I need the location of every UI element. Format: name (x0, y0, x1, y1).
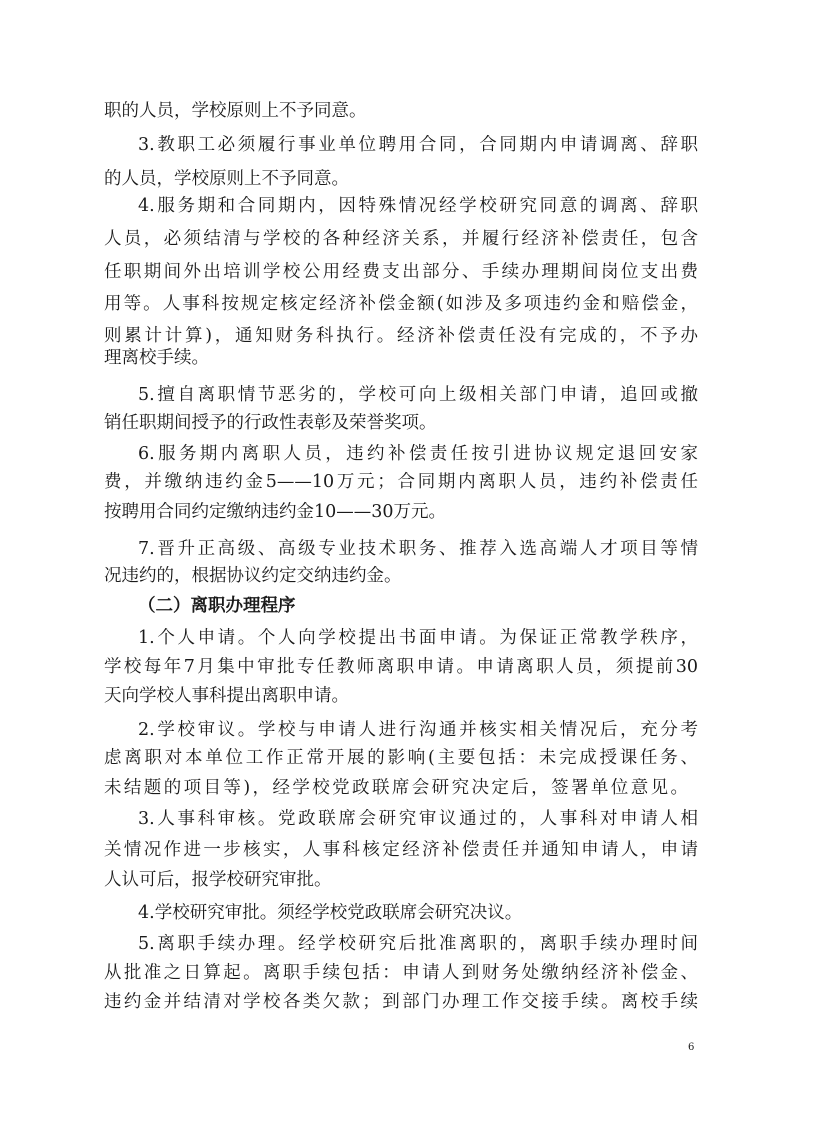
text-line: 销任职期间授予的行政性表彰及荣誉奖项。 (104, 413, 437, 433)
text-line: 4.服务期和合同期内，因特殊情况经学校研究同意的调离、辞职 (138, 196, 698, 216)
text-line: 天向学校人事科提出离职申请。 (104, 686, 349, 706)
text-line: 1.个人申请。个人向学校提出书面申请。为保证正常教学秩序， (138, 628, 698, 648)
text-line: 6.服务期内离职人员，违约补偿责任按引进协议规定退回安家 (138, 444, 698, 464)
text-line: 人员，必须结清与学校的各种经济关系，并履行经济补偿责任，包含 (104, 229, 698, 249)
text-line: 职的人员，学校原则上不予同意。 (104, 101, 367, 121)
text-line: 理离校手续。 (104, 348, 209, 368)
text-line: 2.学校审议。学校与申请人进行沟通并核实相关情况后，充分考 (138, 720, 698, 740)
text-line: 违约金并结清对学校各类欠款；到部门办理工作交接手续。离校手续 (104, 992, 698, 1012)
text-line: 的人员，学校原则上不予同意。 (104, 169, 349, 189)
text-line: 况违约的，根据协议约定交纳违约金。 (104, 566, 402, 586)
text-line: 未结题的项目等)，经学校党政联席会研究决定后，签署单位意见。 (104, 778, 688, 798)
text-line: 人认可后，报学校研究审批。 (104, 870, 332, 890)
text-line: 4.学校研究审批。须经学校党政联席会研究决议。 (138, 903, 523, 923)
text-line: 5.擅自离职情节恶劣的，学校可向上级相关部门申请，追回或撤 (138, 385, 698, 405)
text-line: 5.离职手续办理。经学校研究后批准离职的，离职手续办理时间 (138, 934, 698, 954)
text-line: 关情况作进一步核实，人事科核定经济补偿责任并通知申请人，申请 (104, 840, 698, 860)
text-line: 3.人事科审核。党政联席会研究审议通过的，人事科对申请人相 (138, 809, 698, 829)
text-line: 3.教职工必须履行事业单位聘用合同，合同期内申请调离、辞职 (138, 135, 698, 155)
text-line: 费，并缴纳违约金5——10万元；合同期内离职人员，违约补偿责任 (104, 472, 698, 492)
text-line: 按聘用合同约定缴纳违约金10——30万元。 (104, 502, 447, 522)
text-line: 7.晋升正高级、高级专业技术职务、推荐入选高端人才项目等情 (138, 539, 698, 559)
text-line: 虑离职对本单位工作正常开展的影响(主要包括：未完成授课任务、 (104, 748, 698, 768)
section-heading: （二）离职办理程序 (138, 596, 296, 616)
text-line: 则累计计算)，通知财务科执行。经济补偿责任没有完成的，不予办 (104, 326, 698, 346)
text-line: 任职期间外出培训学校公用经费支出部分、手续办理期间岗位支出费 (104, 262, 698, 282)
text-line: 学校每年7月集中审批专任教师离职申请。申请离职人员，须提前30 (104, 657, 698, 677)
page-number: 6 (688, 1042, 695, 1053)
text-line: 用等。人事科按规定核定经济补偿金额(如涉及多项违约金和赔偿金， (104, 294, 698, 314)
text-line: 从批准之日算起。离职手续包括：申请人到财务处缴纳经济补偿金、 (104, 963, 698, 983)
